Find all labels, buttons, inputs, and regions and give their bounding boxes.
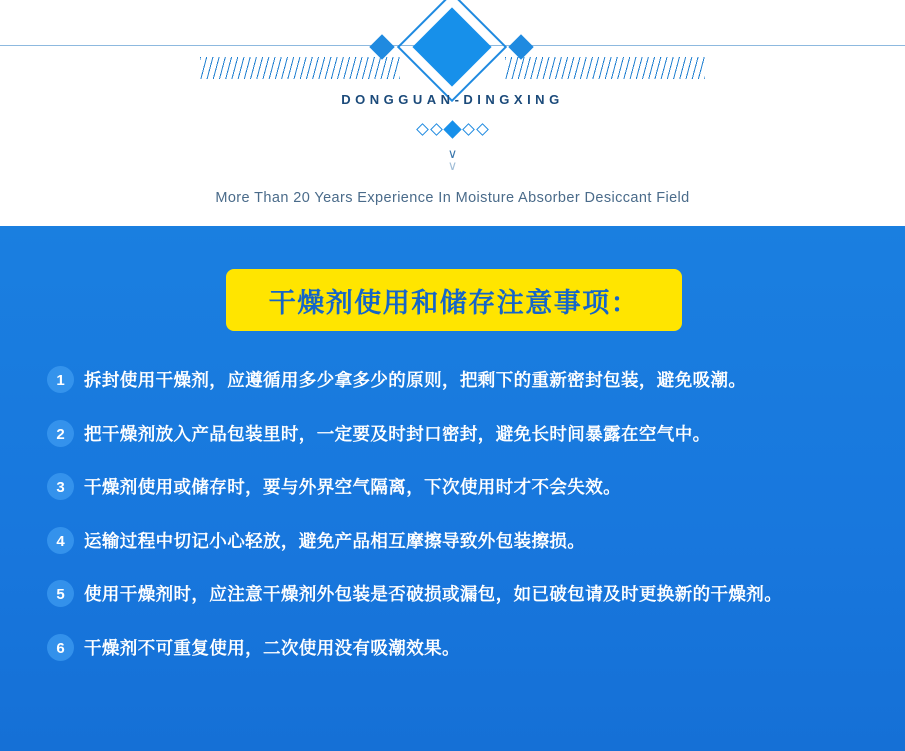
number-label: 4 [56,532,65,550]
hatch-lines-left-icon [200,57,400,79]
list-item-number [44,471,84,505]
number-label: 2 [56,425,65,443]
list-item [44,632,874,666]
list-item [44,471,874,505]
header-tagline: More Than 20 Years Experience In Moisture Absorber Desiccant Field [215,190,690,206]
mini-diamond-icon [476,123,489,136]
section-title-box [226,269,682,331]
list-item-text: 运输过程中切记小心轻放，避免产品相互摩擦导致外包装擦损。 [84,530,586,551]
mini-diamond-icon [462,123,475,136]
brand-name: DONGGUAN-DINGXING [341,92,564,107]
list-item [44,578,874,612]
small-diamond-right-icon [508,34,533,59]
notice-list [44,364,874,685]
list-item [44,418,874,452]
number-label: 1 [56,372,65,389]
list-item-text: 使用干燥剂时，应注意干燥剂外包装是否破损或漏包，如已破包请及时更换新的干燥剂。 [84,584,783,604]
list-item [44,525,874,559]
list-item-text: 干燥剂不可重复使用，二次使用没有吸潮效果。 [84,637,460,658]
list-item-number [44,418,84,452]
list-item [44,364,874,398]
number-label: 6 [56,639,65,657]
list-item-number [44,364,84,398]
small-diamond-left-icon [369,34,394,59]
chevron-down-icon: ∨ [447,146,458,161]
mini-diamond-icon [430,123,443,136]
list-item-number [44,578,84,612]
mini-diamond-row [0,120,905,138]
number-label: 3 [56,479,65,496]
content-panel [0,226,905,751]
list-item-number [44,525,84,559]
page-header [0,0,905,226]
list-item-number [44,632,84,666]
list-item-text: 干燥剂使用或储存时，要与外界空气隔离，下次使用时才不会失效。 [84,477,621,497]
mini-diamond-icon [416,123,429,136]
mini-diamond-filled-icon [443,120,461,138]
number-label: 5 [56,586,65,603]
hatch-lines-right-icon [505,57,705,79]
chevron-down-secondary-icon: ∨ [447,158,458,173]
list-item-text: 拆封使用干燥剂，应遵循用多少拿多少的原则，把剩下的重新密封包装，避免吸潮。 [84,370,747,390]
section-title: 干燥剂使用和储存注意事项： [268,287,640,318]
list-item-text: 把干燥剂放入产品包装里时，一定要及时封口密封，避免长时间暴露在空气中。 [84,423,711,444]
